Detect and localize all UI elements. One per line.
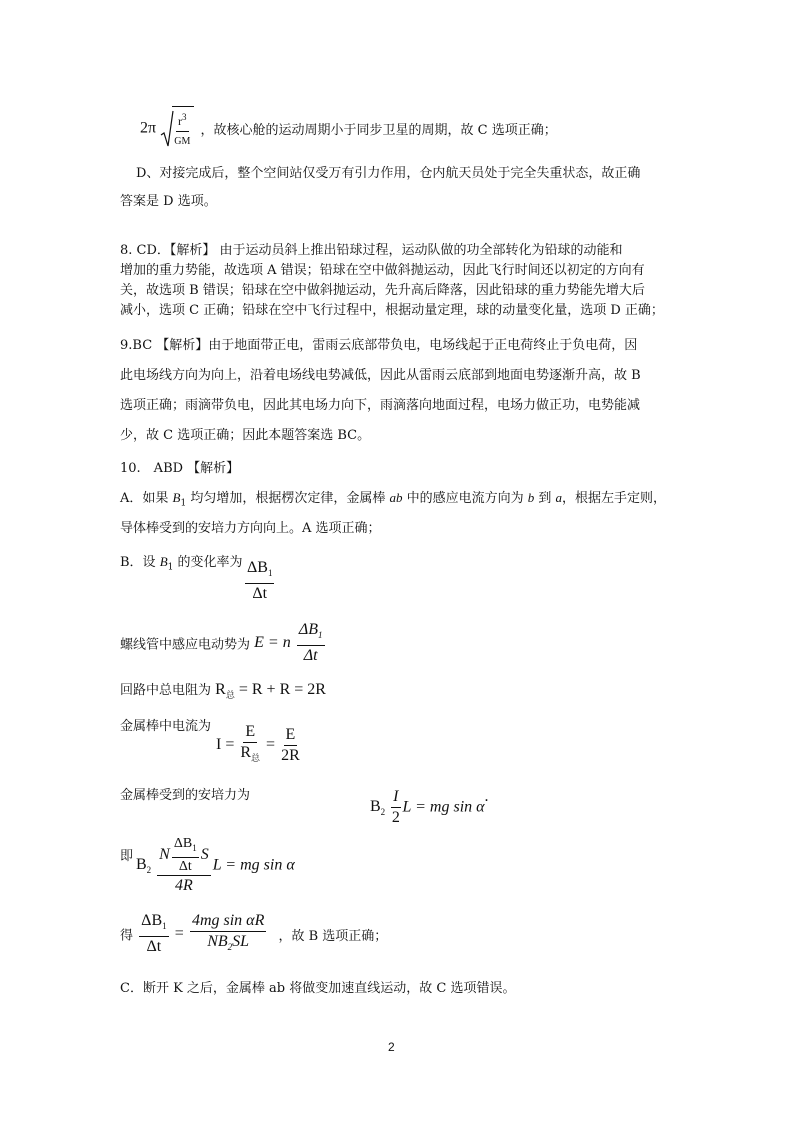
- q9-line-1: 9.BC 【解析】由于地面带正电，雷雨云底部带负电，电场线起于正电荷终止于负电荷，因: [120, 338, 638, 353]
- q10-b-intro: B．设 $B_1$ 的变化率为: [120, 554, 243, 573]
- line-d1: D、对接完成后，整个空间站仅受万有引力作用，仓内航天员处于完全失重状态，故正确: [136, 166, 641, 181]
- q8-line-3: 关，故选项 B 错误；铅球在空中做斜抛运动，先升高后降落，因此铅球的重力势能先增大后: [120, 283, 645, 298]
- period-formula-line: [140, 106, 557, 146]
- r3-over-gm: $\frac{r^3}{GM}$: [172, 106, 194, 151]
- q10-b-rate-fraction: $\frac{\Delta B_1}{\Delta t}$: [247, 559, 273, 603]
- q10-b-current-eq: I = $\frac{E}{R_总}$ = $\frac{E}{2R}$: [216, 723, 300, 764]
- q8-line-2: 增加的重力势能，故选项 A 错误；铅球在空中做斜抛运动，因此飞行时间还以初定的方向有: [120, 263, 645, 278]
- q10-b-compound-eq: $B_2$ N $\frac{\Delta B_1}{\Delta t}$ S 4R L = mg sin α: [136, 836, 295, 894]
- q10-b-ji: 即: [120, 849, 134, 864]
- q10-head: 10. ABD 【解析】: [120, 461, 240, 476]
- line-c-tail: ，故核心舱的运动周期小于同步卫星的周期，故 C 选项正确；: [200, 123, 557, 138]
- q10-b-emf-line: 螺线管中感应电动势为 E = n $\frac{\Delta B_1}{\Delta t}$: [120, 621, 323, 665]
- q10-b-force-eq: $B_2$ $\frac{I}{2}$ L = mg sin α.: [370, 788, 489, 826]
- q9-line-4: 少，故 C 选项正确；因此本题答案选 BC。: [120, 428, 371, 443]
- q10-a-line-1: A．如果 $B_1$ 均匀增加，根据楞次定律，金属棒 ab 中的感应电流方向为 b 到 a，根据左手定则，: [120, 490, 667, 509]
- q9-line-2: 此电场线方向为向上，沿着电场线电势减低，因此从雷雨云底部到地面电势逐渐升高，故 B: [120, 368, 641, 383]
- q10-c-line: C．断开 K 之后，金属棒 ab 将做变加速直线运动，故 C 选项错误。: [120, 981, 516, 996]
- q10-a-line-2: 导体棒受到的安培力方向向上。A 选项正确；: [120, 521, 381, 536]
- two-pi: 2π: [140, 119, 157, 137]
- q10-b-result-line: 得 $\frac{\Delta B_1}{\Delta t}$ = $\frac{\text{4mg sin αR}}{NB_2SL}$ ，故 B 选项正确；: [120, 912, 388, 956]
- line-d2: 答案是 D 选项。: [120, 194, 217, 209]
- q10-b-resistance-line: 回路中总电阻为 $R_总 = R + R = 2R$: [120, 681, 326, 701]
- q9-line-3: 选项正确；雨滴带负电，因此其电场力向下，雨滴落向地面过程，电场力做正功，电势能减: [120, 398, 641, 413]
- q10-b-current-label: 金属棒中电流为: [120, 719, 212, 734]
- q10-b-force-label: 金属棒受到的安培力为: [120, 788, 251, 803]
- q8-line-4: 减小，选项 C 正确；铅球在空中飞行过程中，根据动量定理，球的动量变化量，选项 D 正确；: [120, 303, 664, 318]
- q8-line-1: 8. CD．【解析】 由于运动员斜上推出铅球过程，运动队做的功全部转化为铅球的动能和: [120, 243, 623, 258]
- page-number: 2: [388, 1040, 395, 1054]
